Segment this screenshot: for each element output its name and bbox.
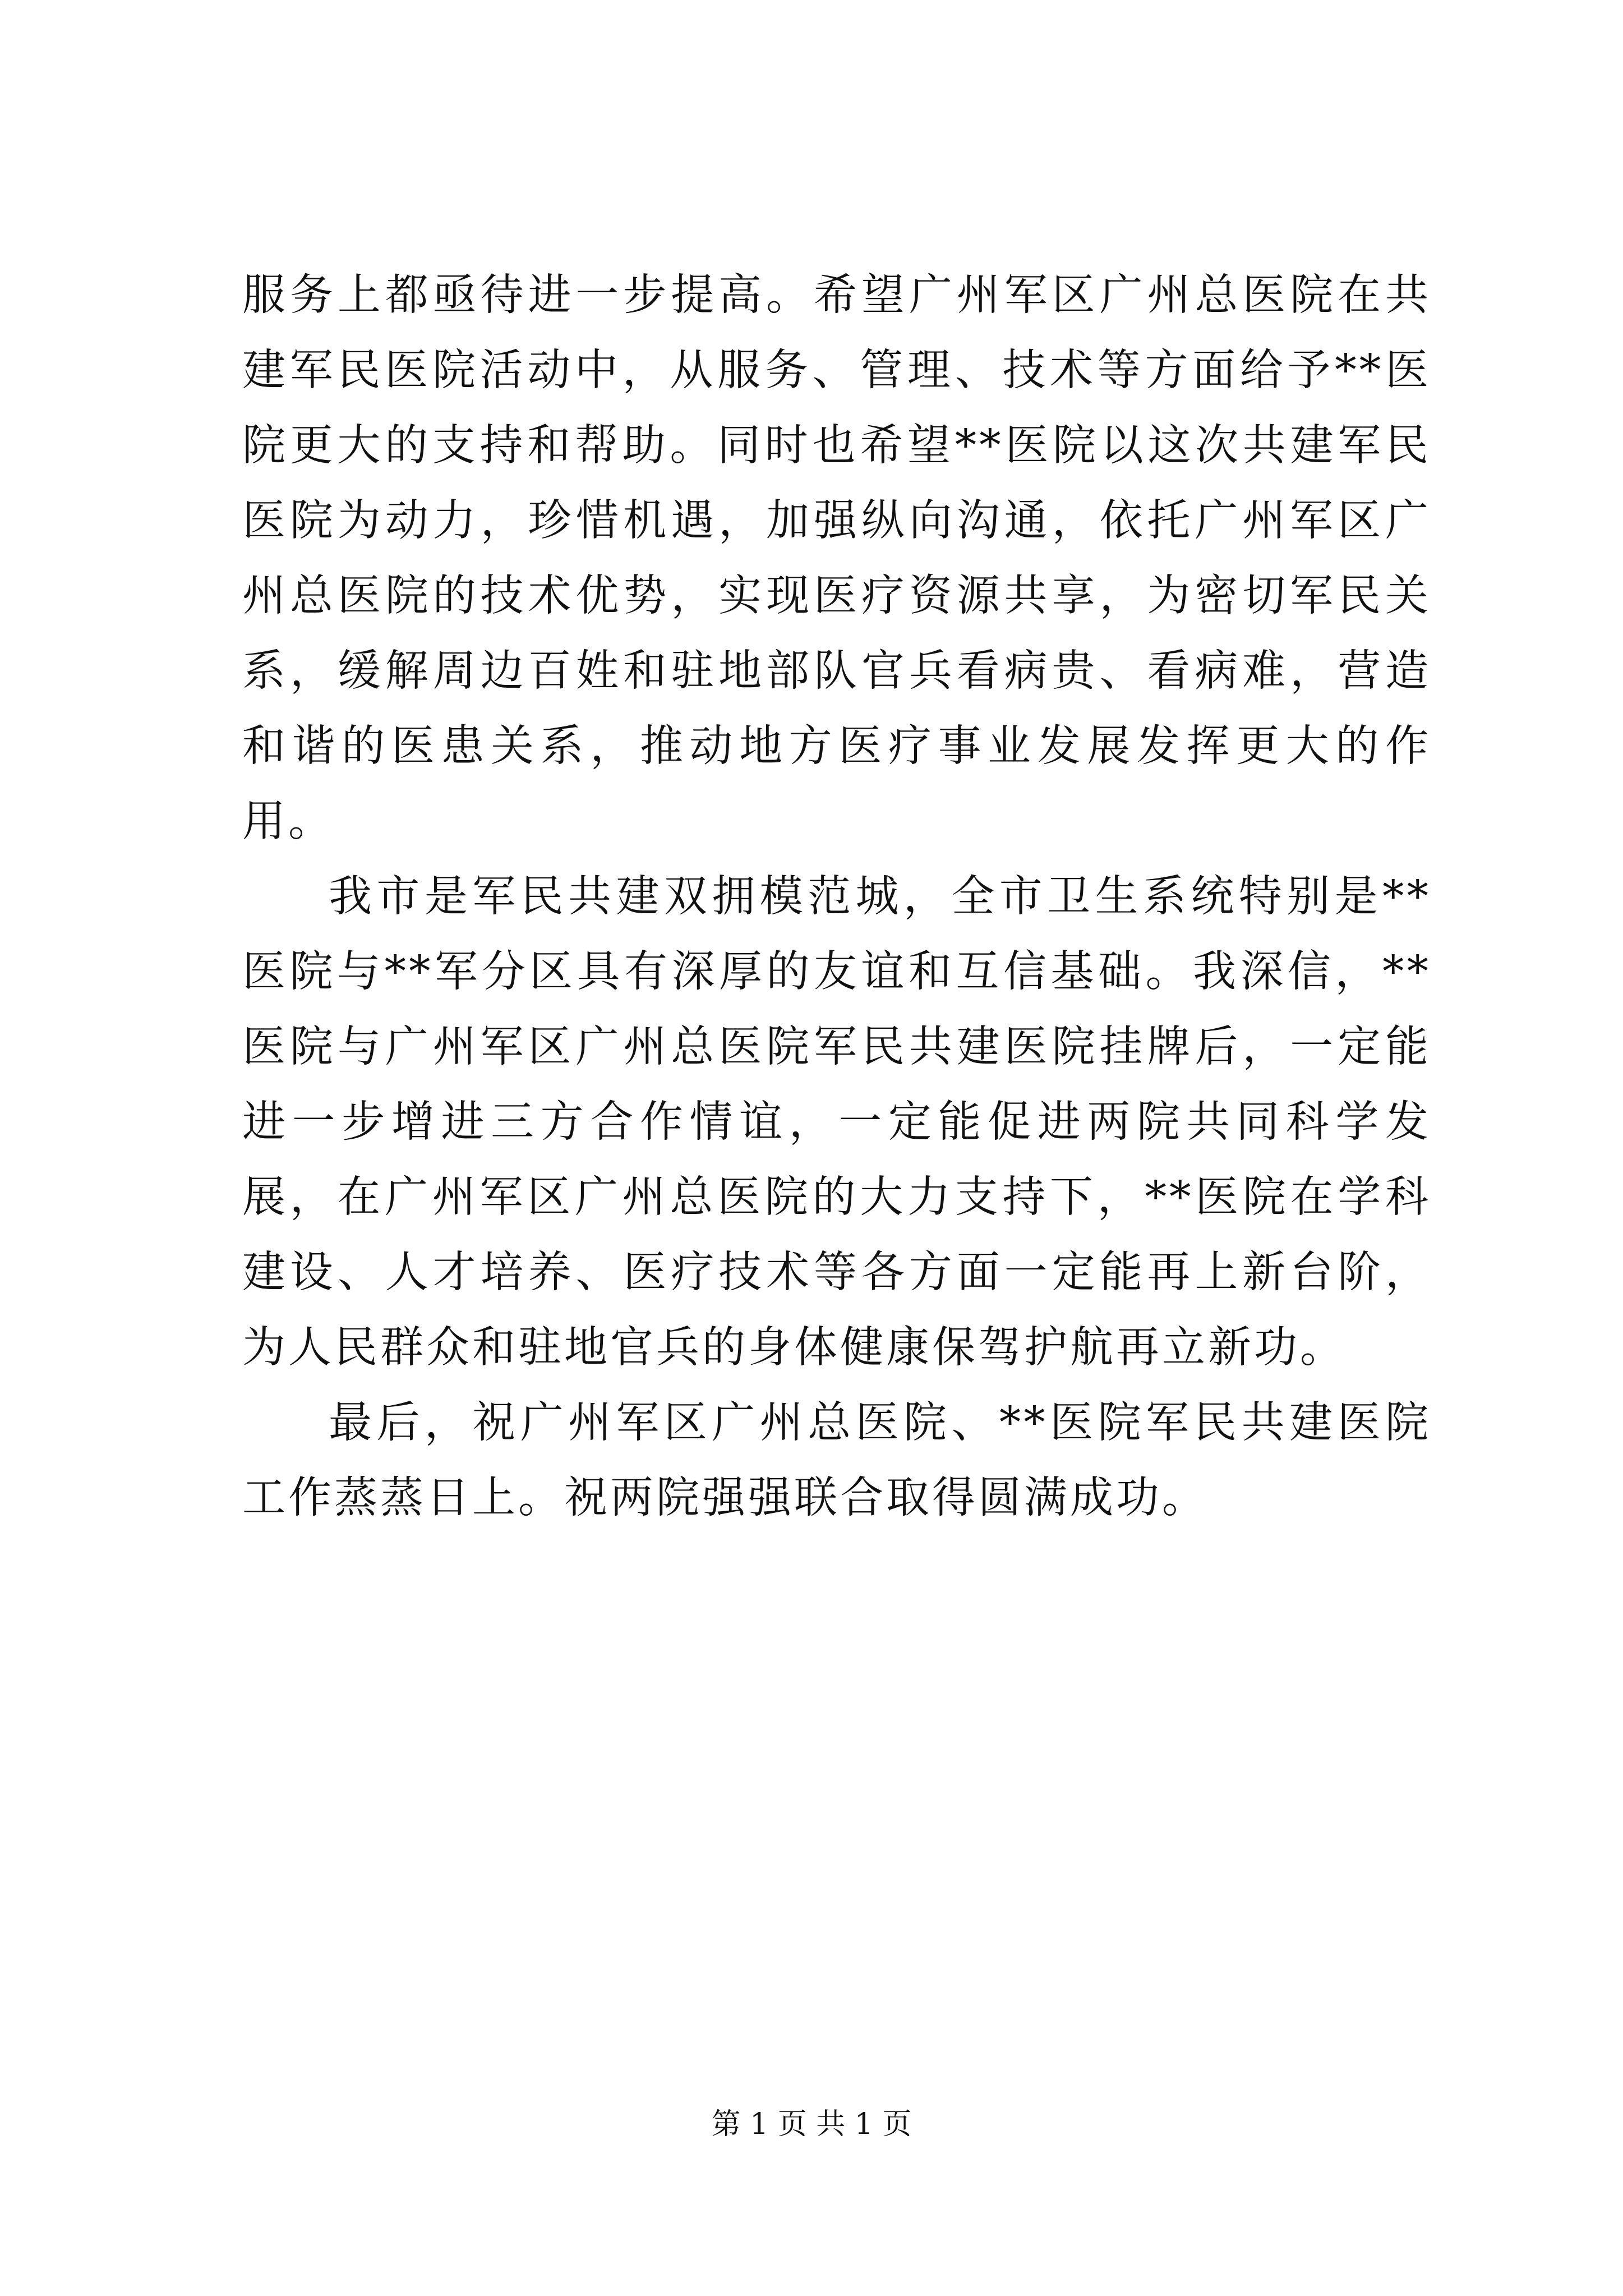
paragraph-closing-wishes: 最后，祝广州军区广州总医院、**医院军民共建医院工作蒸蒸日上。祝两院强强联合取得圆满成功。 <box>242 1398 1431 1523</box>
paragraph-double-support: 我市是军民共建双拥模范城，全市卫生系统特别是**医院与**军分区具有深厚的友谊和互信基础。我深信，**医院与广州军区广州总医院军民共建医院挂牌后，一定能进一步增进三方合作情谊，一定能促进两院共同科学发展，在广州军区广州总医院的大力支持下，**医院在学科建设、人才培养、医疗技术等各方面一定能再上新台阶，为人民群众和驻地官兵的身体健康保驾护航再立新功。 <box>242 872 1431 1373</box>
document-body <box>242 258 1431 1536</box>
paragraph-continuation: 服务上都亟待进一步提高。希望广州军区广州总医院在共建军民医院活动中，从服务、管理、技术等方面给予**医院更大的支持和帮助。同时也希望**医院以这次共建军民医院为动力，珍惜机遇，加强纵向沟通，依托广州军区广州总医院的技术优势，实现医疗资源共享，为密切军民关系，缓解周边百姓和驻地部队官兵看病贵、看病难，营造和谐的医患关系，推动地方医疗事业发展发挥更大的作用。 <box>242 270 1431 846</box>
page-number-footer: 第 1 页 共 1 页 <box>711 2108 912 2141</box>
